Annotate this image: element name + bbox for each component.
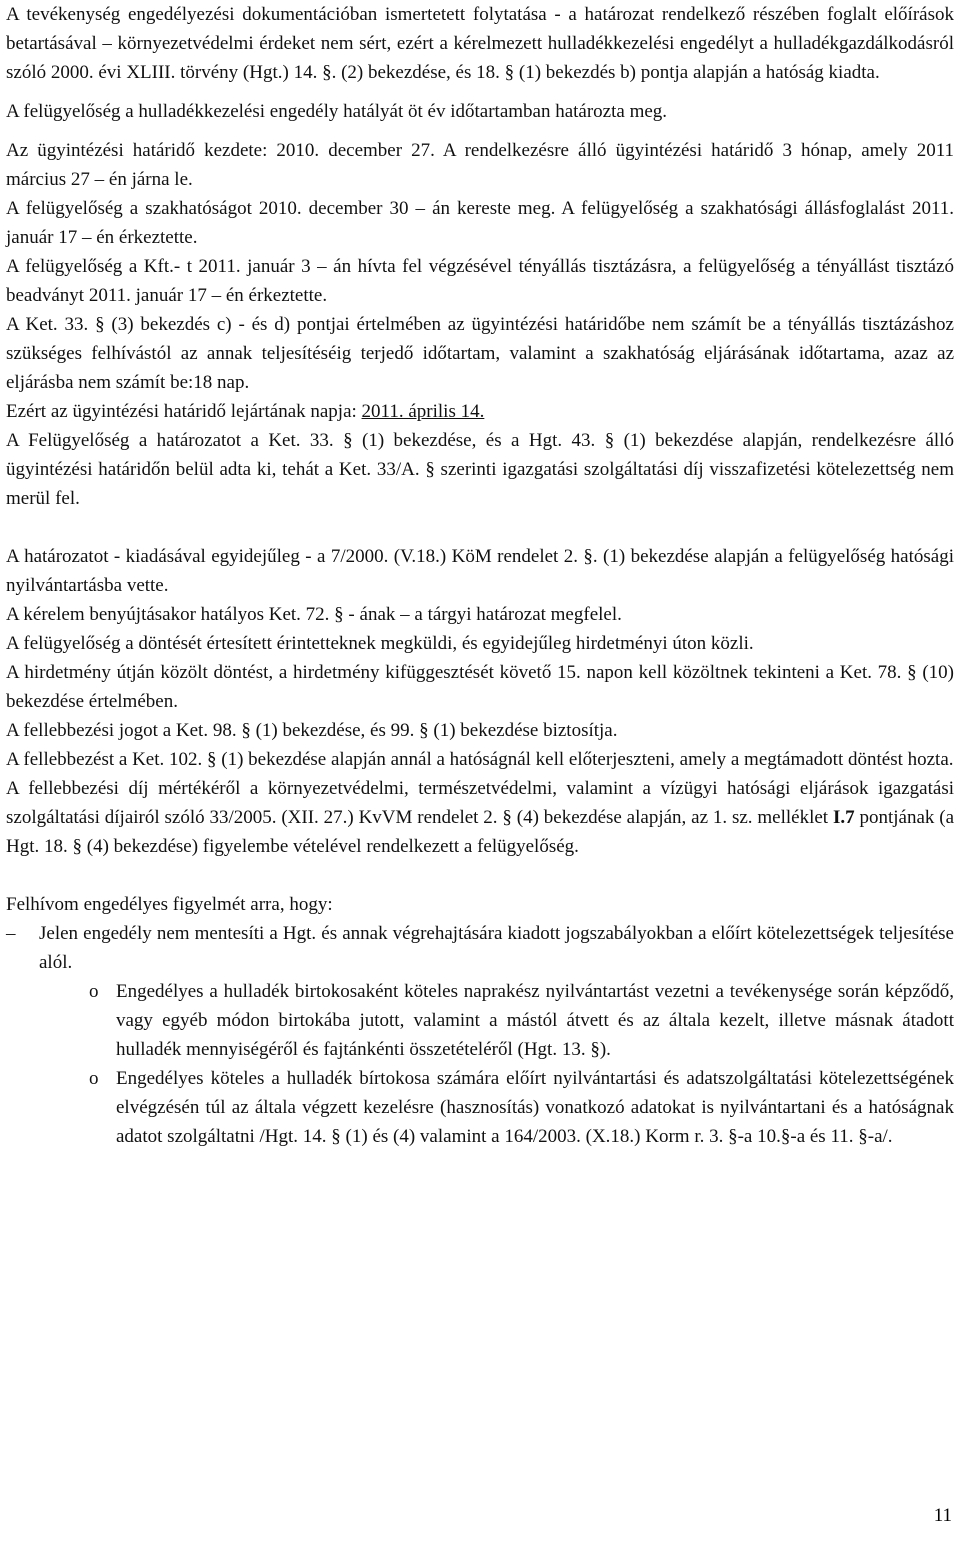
paragraph: A kérelem benyújtásakor hatályos Ket. 72. § - ának – a tárgyi határozat megfelel. bbox=[6, 604, 622, 625]
circle-bullet: o bbox=[89, 1068, 99, 1089]
paragraph: A fellebbezést a Ket. 102. § (1) bekezdése alapján annál a hatóságnál kell előterjeszteni, amely a megtámadott döntést hozta. bbox=[6, 749, 954, 770]
list-item-text: Engedélyes a hulladék birtokosaként köteles naprakész nyilvántartást vezetni a tevékenysége során képződő, vagy egyéb módon birtokába jutott, valamint a mástól átvett és az általa kezelt, illetve másnak átadott hulladék mennyiségéről és fajtánkénti összetételéről (Hgt. 13. §). bbox=[116, 981, 954, 1060]
paragraph: A Ket. 33. § (3) bekezdés c) - és d) pontjai értelmében az ügyintézési határidőbe nem számít be a tényállás tisztázáshoz szükséges felhívástól az annak teljesítéséig terjedő időtartam, valamint a szakhatóság eljárásának időtartama, azaz az eljárásba nem számít be:18 nap. bbox=[6, 314, 954, 393]
bold-reference: I.7 bbox=[832, 807, 855, 828]
list-item-text: Engedélyes köteles a hulladék bírtokosa számára előírt nyilvántartási és adatszolgáltatási kötelezettségének elvégzésén túl az általa végzett kezelésre (hasznosítás) vonatkozó adatokat is nyilvántartani és a hatóságnak adatot szolgáltatni /Hgt. 14. § (1) és (4) valamint a 164/2003. (X.18.) Korm r. 3. §-a 10.§-a és 11. §-a/. bbox=[116, 1068, 954, 1147]
paragraph: Felhívom engedélyes figyelmét arra, hogy: bbox=[6, 894, 333, 915]
paragraph: A Felügyelőség a határozatot a Ket. 33. § (1) bekezdése, és a Hgt. 43. § (1) bekezdése alapján, rendelkezésre álló ügyintézési határidőn belül adta ki, tehát a Ket. 33/A. § szerinti igazgatási szolgáltatási díj visszafizetési kötelezettség nem merül fel. bbox=[6, 430, 954, 509]
spacer bbox=[6, 126, 954, 136]
paragraph: A határozatot - kiadásával egyidejűleg - a 7/2000. (V.18.) KöM rendelet 2. §. (1) bekezdése alapján a felügyelőség hatósági nyilvántartásba vette. bbox=[6, 546, 954, 596]
paragraph: A hirdetmény útján közölt döntést, a hirdetmény kifüggesztését követő 15. napon kell közöltnek tekinteni a Ket. 78. § (10) bekezdése értelmében. bbox=[6, 662, 954, 712]
page-number: 11 bbox=[933, 1505, 952, 1526]
circle-bullet: o bbox=[89, 981, 99, 1002]
deadline-date: 2011. április 14. bbox=[361, 401, 485, 422]
spacer bbox=[6, 513, 954, 542]
paragraph-part: A fellebbezési díj mértékéről a környezetvédelmi, természetvédelmi, valamint a vízügyi hatósági eljárások igazgatási szolgáltatási díjairól szóló 33/2005. (XII. 27.) KvVM rendelet 2. § (4) bekezdése alapján, az 1. sz. melléklet bbox=[6, 778, 954, 828]
list-item bbox=[6, 919, 954, 977]
paragraph: A tevékenység engedélyezési dokumentációban ismertetett folytatása - a határozat rendelkező részében foglalt előírások betartásával – környezetvédelmi érdeket nem sért, ezért a kérelmezett hulladékkezelési engedélyt a hulladékgazdálkodásról szóló 2000. évi XLIII. törvény (Hgt.) 14. §. (2) bekezdése, és 18. § (1) bekezdés b) pontja alapján a hatóság kiadta. bbox=[6, 4, 954, 83]
paragraph: A fellebbezési jogot a Ket. 98. § (1) bekezdése, és 99. § (1) bekezdése biztosítja. bbox=[6, 720, 618, 741]
spacer bbox=[6, 87, 954, 97]
paragraph: Az ügyintézési határidő kezdete: 2010. december 27. A rendelkezésre álló ügyintézési határidő 3 hónap, amely 2011 március 27 – én járna le. bbox=[6, 140, 954, 190]
paragraph: A felügyelőség a szakhatóságot 2010. december 30 – án kereste meg. A felügyelőség a szakhatósági állásfoglalást 2011. január 17 – én érkeztette. bbox=[6, 198, 954, 248]
paragraph bbox=[6, 774, 954, 861]
deadline-label: Ezért az ügyintézési határidő lejártának napja: bbox=[6, 401, 362, 422]
paragraph bbox=[6, 397, 954, 426]
list-item-text: Jelen engedély nem mentesíti a Hgt. és annak végrehajtására kiadott jogszabályokban a előírt kötelezettségek teljesítése alól. bbox=[39, 923, 954, 973]
paragraph-part: pontjának (a Hgt. 18. § (4) bekezdése) figyelembe vételével rendelkezett a felügyelőség. bbox=[6, 807, 955, 857]
dash-bullet: – bbox=[6, 923, 16, 944]
spacer bbox=[6, 861, 954, 890]
list-item bbox=[6, 977, 954, 1064]
paragraph: A felügyelőség a döntését értesített érintetteknek megküldi, és egyidejűleg hirdetményi úton közli. bbox=[6, 633, 754, 654]
paragraph: A felügyelőség a hulladékkezelési engedély hatályát öt év időtartamban határozta meg. bbox=[6, 101, 668, 122]
paragraph: A felügyelőség a Kft.- t 2011. január 3 – án hívta fel végzésével tényállás tisztázásra, a felügyelőség a tényállást tisztázó beadványt 2011. január 17 – én érkeztette. bbox=[6, 256, 954, 306]
list-item bbox=[6, 1064, 954, 1151]
